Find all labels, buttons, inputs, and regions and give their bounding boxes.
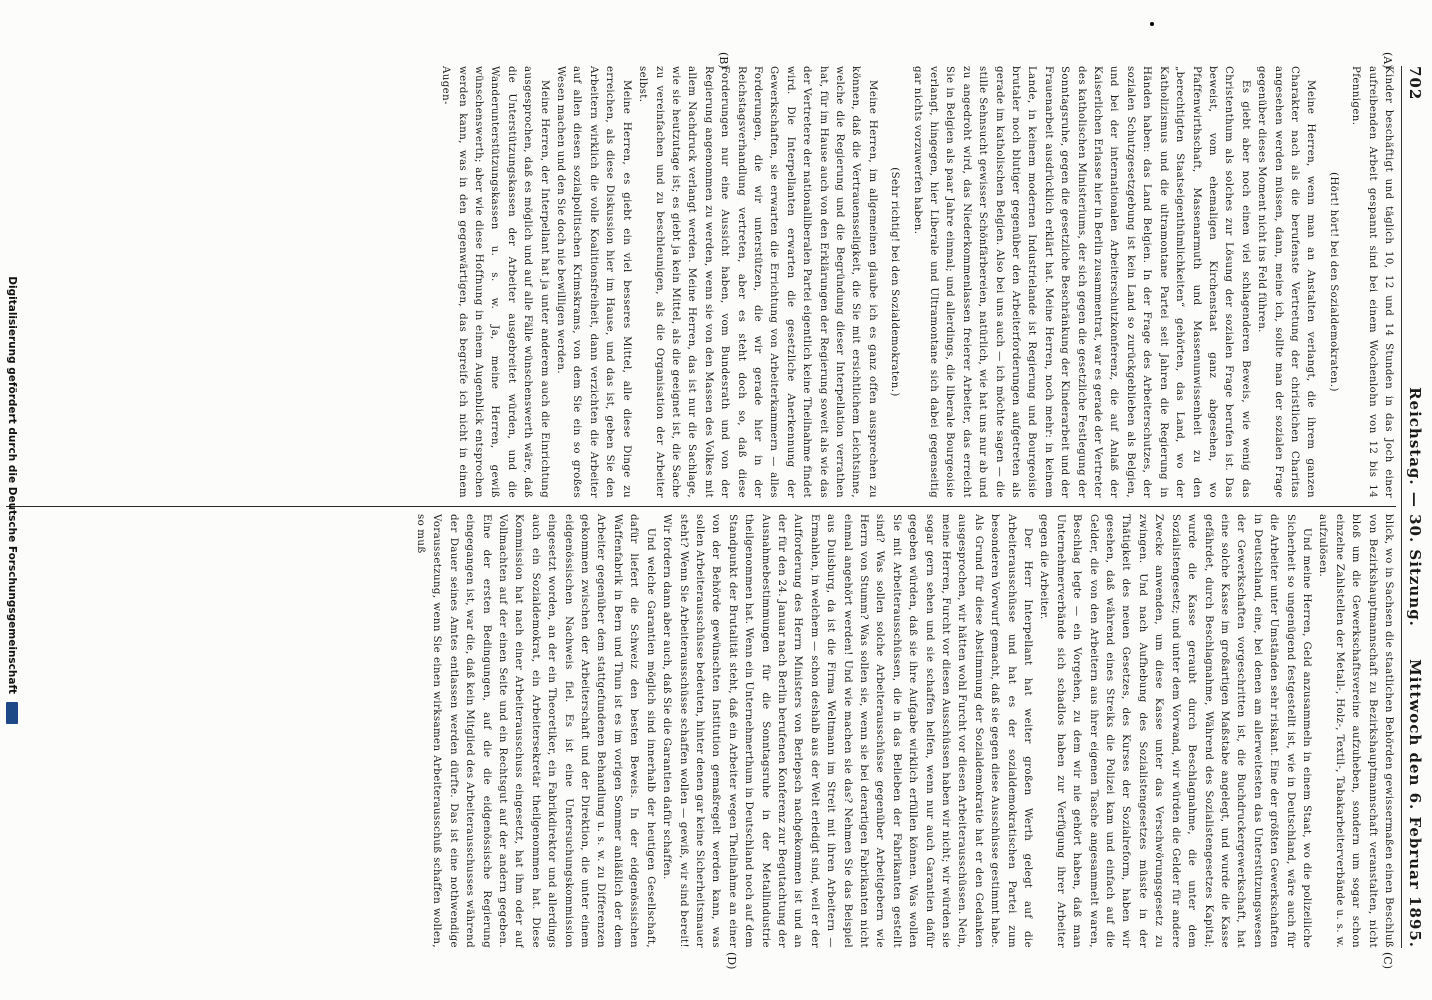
margin-marker-b: (B) — [717, 52, 730, 69]
paragraph: Und welche Garantien möglich sind innerhalb der heutigen Gesellschaft, dafür liefert die Schweiz den besten Beweis. In der eidgenössischen Waffenfabrik in Bern und Thun ist es im vorigen Sommer anläßlich der dem Arbeiter gegenüber dem stattgefundenen Behandlung u. s. w. zu Differenzen gekommen zwischen der Arbeiterschaft und der Direktion, die unter einem eidgenössischen Nachweis fiel. Es ist eine Untersuchungskommission eingesetzt worden, an der ein Theoretiker, ein Fabrikdirektor und allerdings auch ein Sozialdemokrat, ein Arbeitersekretär theilgenommen hat. Diese Kommission hat nach einer Arbeiterausschuss eingesetzt, hat ihm oder auf Vollmachten auf der einen Seite und ein Rechtsgut auf der andern gegeben. Eine der ersten Bedingungen, auf die die eidgenössische Regierung eingegangen ist, war die, daß kein Mitglied des Arbeiterausschusses während der Dauer seines Amtes entlassen werden dürfte. Das ist eine nothwendige Voraussetzung, wenn Sie einen wirksamen Arbeiterausschuß schaffen wollen, so muß — [415, 514, 656, 948]
dfg-logo-icon — [6, 702, 18, 724]
interjection: (Sehr richtig! bei den Sozialdemokraten.) — [889, 167, 901, 397]
margin-marker-c: (C) — [1381, 952, 1394, 969]
paragraph: Meine Herren, es giebt ein viel besseres Mittel, alle diese Dinge zu erreichen, als diese Diskussion hier im Hause, und das ist, geben Sie den Arbeitern wirklich die volle Koalitionsfreiheit, dann verzichten die Arbeiter auf allen diesen sozialpolitischen Krimskrams, von dem Sie ein so großes Wesen machen und den Sie doch nie bewilligen werden. — [555, 66, 632, 498]
header-rule — [1401, 66, 1402, 948]
margin-marker-a: (A) — [1381, 52, 1394, 69]
paragraph: Meine Herren, im allgemeinen glaube ich es ganz offen aussprechen zu können, daß die Vertrauensseligkeit, die Sie mit ersichtlichem Leichtsinne, welche die Regierung und die Begründung dieser Interpellation verrathen hat, für im Hause auch von den Erklärungen der Regierung soweit als wie das der Vertretere der nationalliberalen Partei eigentlich keine Theilnahme findet wird. Die Interpellanten erwarten die gesetzliche Anerkennung der Gewerkschaften, sie erwarten die Errichtung von Arbeiterkammern — alles Forderungen, die wir unterstützen, die wir gerade hier in der Reichstagsverhandlung vertreten, aber es steht doch so, daß diese Forderungen nur eine Aussicht haben, vom Bundesrath und von der Regierung angenommen zu werden, wenn sie von den Massen des Volkes mit allem Nachdruck verlangt werden. Meine Herren, das ist nur die Sachlage, wie sie heutzutage ist; es giebt ja kein Mittel, als die geeignet ist, die Sache zu vereinfachen und zu beschleunigen, als die Organisation der Arbeiter selbst. — [637, 66, 878, 498]
right-column — [6, 514, 1396, 948]
left-column — [6, 66, 1396, 498]
page-header — [1400, 66, 1426, 948]
paragraph: Meine Herren, der Interpellant hat ja unter anderem auch die Einrichtung ausgesprochen, daß es möglich und auf alle Fälle wünschenswerth wäre, daß die Unterstützungskassen der Arbeiter ausgebreitet würden, und die Wanderunterstützungskassen u. s. w. Ja, meine Herren, gewiß wünschenswerth; aber wie diese Hoffnung in einem Augenblick entsprochen werden kann, was in den gegenwärtigen, das begreife ich nicht in einem Augen- — [440, 66, 550, 498]
paragraph: Kinder beschäftigt und täglich 10, 12 und 14 Stunden in das Joch einer aufreibenden Arbeit gespannt sind bei einem Wochenlohn von 12 bis 14 Pfennigen. — [1350, 66, 1394, 498]
paragraph: Der Herr Interpellant hat weiter großen Werth gelegt auf die Arbeiterausschüsse und hat es der sozialdemokratischen Partei zum besonderen Vorwurf gemacht, daß sie gegen diese Ausschüsse gestimmt habe. Als Grund für diese Abstimmung der Sozialdemokratie hat er den Gedanken ausgesprochen, wir hätten wohl Furcht vor diesen Arbeiterausschüssen. Nein, meine Herren, Furcht vor diesen Ausschüssen haben wir nicht; wir würden sie sogar gern sehen und sie schaffen helfen, wenn nur auch Garantien dafür gegeben würden, daß sie ihre Aufgabe wirklich erfüllen können. Was wollen Sie mit Arbeiterausschüssen, die in das Belieben der Fabrikanten gestellt sind? Was sollen solche Arbeiterausschüsse gegenüber Arbeitgebern wie Herrn von Stumm? Was sollen sie, wenn sie bei derartigen Fabrikanten nicht einmal angehört werden! Und wie machen sie das? Nehmen Sie das Beispiel aus Duisburg, da ist die Firma Weltmann im Streit mit ihren Arbeitern — Ermahlen, in welchem — schon deshalb aus der Welt erledigt sind, weil er der Aufforderung des Herrn Ministers von Berlepsch nachgekommen ist und an der für den 24. Januar nach Berlin berufenen Konferenz zur Begutachtung der Ausnahmebestimmungen für die Sonntagsruhe in der Metallindustrie theilgenommen hat. Wenn ein Unternehmerthum in Deutschland noch auf dem Standpunkt der Brutalität steht, daß ein Arbeiter wegen Theilnahme an einer von der Behörde gewünschten Institution gemaßregelt werden kann, was sollen Arbeiterausschüsse bedeuten, hinter denen gar keine Sicherheitsmauer steht? Wenn Sie Arbeiterausschüsse schaffen wollen — gewiß, wir sind bereit! Wir fordern dann aber auch, daß Sie die Garantien dafür schaffen. — [661, 514, 1034, 948]
digitization-credit — [0, 0, 18, 1000]
paragraph: blick, wo in Sachsen die staatlichen Behörden gewissermaßen einen Beschluß von Bezirkshauptmannschaft zu Bezirkshauptmannschaft veranstalten, nicht bloß um die Gewerkschaftsvereine aufzuheben, sondern um sogar schon einzelne Zahlstellen der Metall-, Holz-, Textil-, Tabakarbeiterverbände u. s. w. aufzulösen. — [1317, 514, 1394, 948]
interjection: (Hört! hört! bei den Sozialdemokraten.) — [1327, 172, 1339, 392]
margin-marker-d: (D) — [725, 952, 738, 970]
credit-text: Digitalisierung gefördert durch die Deutsche Forschungsgemeinschaft — [6, 276, 18, 695]
page-number: 702 — [1406, 66, 1424, 101]
page-date: Mittwoch den 6. Februar 1895. — [1406, 659, 1424, 948]
column-divider — [6, 506, 1396, 507]
paragraph: Und meine Herren, Geld anzusammeln in einem Staat, wo die polizeiliche Sicherheit so ungenügend festgestellt ist, wie in Deutschland, wäre auch für die Arbeiter unter Umständen sehr riskant. Eine der größten Gewerkschaften in Deutschland, eine, bei denen am allerweitesten das Unterstützungswesen der Gewerkschaften vorgeschritten ist, die Buchdruckergewerkschaft, hat eine solche Kasse im großartigen Maßstabe angelegt, und wurde die Kasse gefährdet, durch Beschlagnahme, Während des Sozialistengesetzes Kapital; wurde die Kasse geraubt durch Beschlagnahme, die unter dem Sozialistengesetz; und unter dem Vorwand, wir würden die Gelder für andere Zwecke anwenden, um diese Kasse unter das Verschwörungsgesetz zu zwingen. Und nach Aufhebung des Sozialistengesetzes müsste in der Thätigkeit des neuen Gesetzes, des Kurses der Sozialreform, haben wir gesehen, daß während eines Streiks die Polizei kam und einfach auf die Gelder, die von den Arbeitern aus ihrer eigenen Tasche angesammelt waren, Beschlag legte — ein Vorgehen, zu dem wir nie gehört haben, daß man Unternehmerverbände sich schadlos haben zur Verfügung ihrer Arbeiter gegen die Arbeiter. — [1038, 514, 1312, 948]
paragraph: Meine Herren, wenn man an Anstalten verlangt, die ihrem ganzen Charakter nach als die berufenste Vertretung der christlichen Charitas angesehen werden müssen, dann, meine ich, sollte man der sozialen Frage gegenüber dieses Moment nicht ins Feld führen. — [1256, 66, 1317, 498]
paragraph: Es giebt aber noch einen viel schlagenderen Beweis, wie wenig das Christenthum als solches zur Lösung der sozialen Frage berufen ist. Das beweist, vom ehemaligen Kirchenstaat ganz abgesehen, wo Pfaffenwirthschaft, Massenarmuth und Massenunwissenheit zu den „berechtigten Staatseigenthümlichkeiten“ gehörten, das Land, wo der Katholizismus und die ultramontane Partei seit Jahren die Regierung in Händen haben: das Land Belgien. In der Frage des Arbeiterschutzes, der sozialen Schutzgesetzgebung ist kein Land so zurückgeblieben als Belgien, und bei der internationalen Arbeiterschutzkonferenz, die auf Anlaß der Kaiserlichen Erlasse hier in Berlin zusammentrat, war es gerade der Vertreter des katholischen Ministeriums, der sich gegen die gesetzliche Festlegung der Sonntagsruhe, gegen die gesetzliche Beschränkung der Kinderarbeit und der Frauenarbeit ausdrücklich erklärt hat. Meine Herren, noch mehr: in keinem Lande, in keinem modernen Industrielande ist Regierung und Bourgeoisie brutaler noch blutiger gegenüber den Arbeiterforderungen aufgetreten als gerade im katholischen Belgien. Also bei uns auch — ich möchte sagen — die stille Sehnsucht gewisser Schönfärbereien, natürlich, wie hat uns nur ab und zu angedroht wird, das Niederkommenlassen freierer Arbeiter, das erreicht Sie in Belgien als paar Jahre einmal; und allerdings, die liberale Bourgeoisie verlangt, hingegen, hier Liberale und Ultramontane sich dabei gegenseitig gar nichts vorzuwerfen haben. — [911, 66, 1251, 498]
scan-dot — [1150, 22, 1154, 26]
page-title: Reichstag. — 30. Sitzung. — [1406, 387, 1424, 627]
